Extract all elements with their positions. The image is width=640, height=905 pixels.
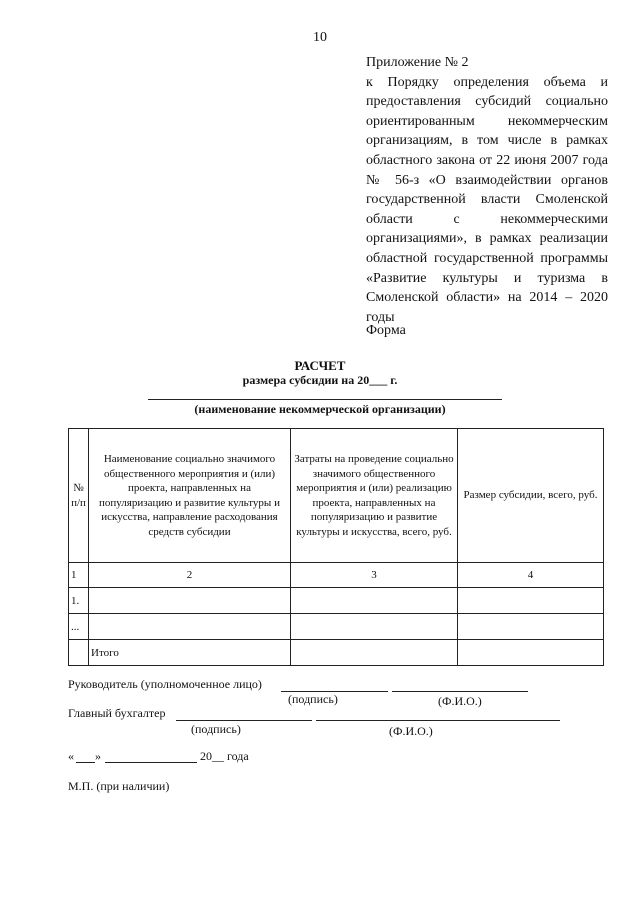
table-cell <box>89 614 291 640</box>
calc-title: РАСЧЕТ <box>294 358 346 373</box>
appendix-body: к Порядку определения объема и предоставления субсидий социально ориентированным некоммерческим организациям, в том числе в рамках областного закона от 22 июня 2007 года № 56-з «О взаимодействии органов государственной власти Смоленской области с некоммерческими организациями», в рамках реализации областной государственной программы «Развитие культуры и туризма в Смоленской области» на 2014 – 2020 годы <box>366 74 608 325</box>
date-year: 20__ года <box>200 749 249 763</box>
table-row <box>69 588 604 614</box>
table-cell: 1. <box>69 588 89 614</box>
calc-table <box>68 428 604 666</box>
head-label: Руководитель (уполномоченное лицо) <box>68 677 262 691</box>
table-total-row <box>69 640 604 666</box>
date-close-quote: » <box>95 749 101 763</box>
org-name-caption: (наименование некоммерческой организации) <box>194 402 446 416</box>
calc-subtitle: размера субсидии на 20___ г. <box>242 373 398 387</box>
date-month-line <box>105 762 197 763</box>
total-label: Итого <box>89 640 291 666</box>
table-cell <box>458 640 604 666</box>
table-cell <box>458 614 604 640</box>
table-cell <box>69 640 89 666</box>
table-number-row <box>69 563 604 588</box>
head-name-caption: (Ф.И.О.) <box>438 694 482 708</box>
stamp-note: М.П. (при наличии) <box>68 779 170 793</box>
date-day-line <box>76 762 95 763</box>
head-name-line <box>392 691 528 692</box>
form-label: Форма <box>366 323 406 338</box>
table-cell <box>89 588 291 614</box>
table-cell: 1 <box>69 563 89 588</box>
table-cell: 3 <box>291 563 458 588</box>
table-cell: ... <box>69 614 89 640</box>
appendix-title: Приложение № 2 <box>366 55 469 70</box>
table-cell: 2 <box>89 563 291 588</box>
accountant-sign-caption: (подпись) <box>191 722 241 736</box>
date-open-quote: « <box>68 749 74 763</box>
accountant-label: Главный бухгалтер <box>68 706 166 720</box>
header-number: № п/п <box>69 429 89 563</box>
table-cell <box>291 588 458 614</box>
header-subsidy: Размер субсидии, всего, руб. <box>458 429 604 563</box>
accountant-sign-line <box>176 720 312 721</box>
accountant-name-caption: (Ф.И.О.) <box>389 724 433 738</box>
page-number: 10 <box>313 30 327 45</box>
head-sign-caption: (подпись) <box>288 692 338 706</box>
table-cell: 4 <box>458 563 604 588</box>
table-cell <box>291 640 458 666</box>
table-header-row <box>69 429 604 563</box>
table-cell <box>458 588 604 614</box>
appendix-block <box>366 53 608 327</box>
org-name-line <box>148 399 502 400</box>
header-costs: Затраты на проведение социально значимого общественного мероприятия и (или) реализацию проекта, направленных на популяризацию и развитие культуры и искусства, всего, руб. <box>291 429 458 563</box>
table-cell <box>291 614 458 640</box>
table-row <box>69 614 604 640</box>
accountant-name-line <box>316 720 560 721</box>
header-event-name: Наименование социально значимого общественного мероприятия и (или) проекта, направленных на популяризацию и развитие культуры и искусства, направление расходования средств субсидии <box>89 429 291 563</box>
